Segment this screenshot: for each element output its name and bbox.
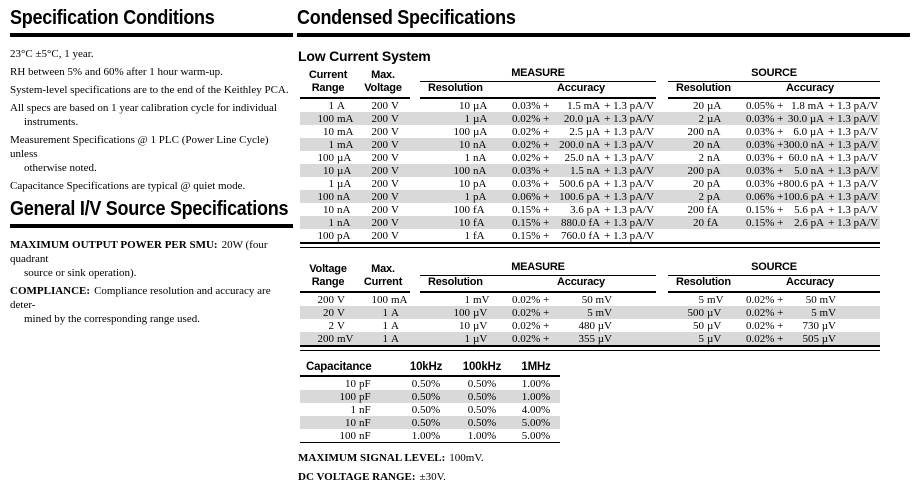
condition-paragraph: System-level specifications are to the end of the Keithley PCA. xyxy=(10,84,289,96)
max-voltage-cell: 200 V xyxy=(356,216,410,229)
col-header-accuracy: Accuracy xyxy=(740,82,880,99)
col-header-voltage: Voltage xyxy=(356,82,410,99)
left-column xyxy=(10,6,293,330)
max-voltage-cell: 200 V xyxy=(356,164,410,177)
source-resolution-cell: 200 pA xyxy=(668,164,740,177)
measure-resolution-cell: 10 µA xyxy=(459,99,488,112)
source-resolution-cell: 5 µV xyxy=(668,332,740,345)
gap-cell xyxy=(656,177,668,190)
gap-cell xyxy=(410,332,420,345)
table-row xyxy=(300,229,880,242)
source-accuracy-cell xyxy=(740,229,880,242)
source-resolution-cell xyxy=(668,229,740,242)
condition-paragraph xyxy=(10,133,293,175)
measure-resolution-cell: 1 mV xyxy=(464,293,490,306)
max-current-cell: 1 A xyxy=(382,319,399,332)
measure-resolution-cell: 1 nA xyxy=(464,151,487,164)
source-resolution-cell: 200 nA xyxy=(687,125,721,138)
accuracy-100khz-cell: 1.00% xyxy=(467,429,497,442)
accuracy-100khz-cell: 0.50% xyxy=(452,390,512,403)
note-text: 100mV. xyxy=(449,452,484,464)
condition-paragraph xyxy=(10,101,293,129)
measure-accuracy-cell: 0.03% + 1.5 mA + 1.3 pA/V xyxy=(512,99,655,112)
capacitance-table-header xyxy=(300,361,560,376)
measure-resolution-cell: 1 µV xyxy=(420,332,506,345)
table-row xyxy=(300,164,880,177)
gap-cell xyxy=(656,98,668,112)
table-row xyxy=(300,376,560,390)
current-range-cell: 10 nA xyxy=(323,203,351,216)
max-current-cell: 1 A xyxy=(356,332,410,345)
source-accuracy-cell: 0.02% + 505 µV xyxy=(740,332,880,345)
voltage-range-cell: 200 V xyxy=(317,293,345,306)
right-column xyxy=(297,6,910,484)
current-range-cell: 1 mA xyxy=(300,138,356,151)
gap-cell xyxy=(410,138,420,151)
current-range-cell: 1 µA xyxy=(328,177,352,190)
accuracy-1mhz-cell: 1.00% xyxy=(512,390,560,403)
gap-cell xyxy=(410,292,420,306)
col-header-accuracy: Accuracy xyxy=(506,276,656,293)
source-resolution-cell: 20 pA xyxy=(693,177,721,190)
measure-accuracy-cell: 0.15% + 760.0 fA + 1.3 pA/V xyxy=(512,229,655,242)
col-header-resolution: Resolution xyxy=(668,276,740,293)
accuracy-1mhz-cell: 5.00% xyxy=(521,429,551,442)
gap-cell xyxy=(410,98,420,112)
source-accuracy-cell: 0.03% + 300.0 nA + 1.3 pA/V xyxy=(740,138,880,151)
measure-resolution-cell: 10 pA xyxy=(459,177,487,190)
source-accuracy-cell: 0.03% + 6.0 µA + 1.3 pA/V xyxy=(746,125,879,138)
measure-resolution-cell: 1 pA xyxy=(420,190,506,203)
source-accuracy-cell: 0.05% + 1.8 mA + 1.3 pA/V xyxy=(746,99,879,112)
source-accuracy-cell: 0.06% + 100.6 pA + 1.3 pA/V xyxy=(740,190,880,203)
paragraph-line: source or sink operation). xyxy=(24,267,137,279)
gap-cell xyxy=(410,112,420,125)
table-row xyxy=(300,390,560,403)
max-voltage-cell: 200 V xyxy=(356,138,410,151)
table-row xyxy=(300,203,880,216)
spec-conditions-title xyxy=(10,6,293,37)
capacitance-cell: 10 pF xyxy=(345,377,371,390)
capacitance-spec-table xyxy=(300,361,560,442)
gap-cell xyxy=(656,112,668,125)
col-header-current: Current xyxy=(356,276,410,293)
paragraph-line: otherwise noted. xyxy=(24,162,97,174)
source-accuracy-cell: 0.15% + 5.6 pA + 1.3 pA/V xyxy=(746,203,879,216)
col-header-current: Current xyxy=(308,68,348,81)
gap-cell xyxy=(410,67,420,82)
general-spec-paragraph xyxy=(10,238,293,280)
current-range-cell: 10 µA xyxy=(300,164,356,177)
accuracy-10khz-cell: 0.50% xyxy=(411,377,441,390)
measure-accuracy-cell: 0.15% + 880.0 fA + 1.3 pA/V xyxy=(506,216,656,229)
gap-cell xyxy=(410,190,420,203)
note-lead: DC VOLTAGE RANGE: xyxy=(298,471,416,483)
max-voltage-cell: 200 V xyxy=(356,190,410,203)
general-iv-title xyxy=(10,197,293,228)
gap-cell xyxy=(410,164,420,177)
measure-resolution-cell: 100 µV xyxy=(420,306,506,319)
source-resolution-cell: 500 µV xyxy=(668,306,740,319)
current-spec-table xyxy=(300,67,880,242)
capacitance-cell: 100 nF xyxy=(339,429,371,442)
source-accuracy-cell: 0.02% + 730 µV xyxy=(746,319,837,332)
source-accuracy-cell: 0.02% + 5 mV xyxy=(740,306,880,319)
measure-accuracy-cell: 0.02% + 50 mV xyxy=(512,293,613,306)
current-range-cell: 100 µA xyxy=(317,151,352,164)
col-header-resolution: Resolution xyxy=(668,82,740,99)
table-row xyxy=(300,332,880,345)
note-text: ±30V. xyxy=(419,471,446,483)
measure-accuracy-cell: 0.02% + 5 mV xyxy=(506,306,656,319)
accuracy-1mhz-cell: 4.00% xyxy=(521,403,551,416)
low-current-table xyxy=(300,67,880,248)
paragraph-line: Compliance resolution and accuracy are deter- xyxy=(10,285,271,311)
measure-accuracy-cell: 0.03% + 500.6 pA + 1.3 pA/V xyxy=(512,177,655,190)
table-row xyxy=(300,306,880,319)
table-row xyxy=(300,403,560,416)
paragraph-line: Measurement Specifications @ 1 PLC (Power Line Cycle) unless xyxy=(10,134,269,160)
table-row xyxy=(300,98,880,112)
col-header-resolution: Resolution xyxy=(420,276,506,293)
low-current-heading: Low Current System xyxy=(298,48,431,64)
gap-cell xyxy=(656,125,668,138)
max-current-cell: 100 mA xyxy=(371,293,408,306)
source-accuracy-cell: 0.03% + 60.0 nA + 1.3 pA/V xyxy=(746,151,879,164)
capacitance-cell: 1 nF xyxy=(350,403,371,416)
max-voltage-cell: 200 V xyxy=(371,229,399,242)
table-row xyxy=(300,429,560,442)
spec-conditions-title-text: Specification Conditions xyxy=(10,7,215,29)
table-row xyxy=(300,190,880,203)
voltage-range-cell: 2 V xyxy=(328,319,345,332)
capacitance-cell: 100 pF xyxy=(300,390,400,403)
gap-cell xyxy=(410,203,420,216)
accuracy-100khz-cell: 0.50% xyxy=(467,403,497,416)
gap-cell xyxy=(656,67,668,82)
capacitance-cell: 10 nF xyxy=(300,416,400,429)
measure-resolution-cell: 10 µV xyxy=(459,319,488,332)
paragraph-lead: COMPLIANCE: xyxy=(10,285,91,297)
group-header-source: SOURCE xyxy=(668,67,880,82)
gap-cell xyxy=(656,292,668,306)
source-resolution-cell: 20 µA xyxy=(693,99,722,112)
capacitance-table xyxy=(300,361,560,443)
col-header-10khz: 10kHz xyxy=(400,361,452,376)
max-voltage-cell: 200 V xyxy=(371,177,399,190)
current-range-cell: 10 mA xyxy=(323,125,354,138)
gap-cell xyxy=(656,306,668,319)
col-header-range: Range xyxy=(300,82,356,99)
current-range-cell: 1 A xyxy=(328,99,345,112)
source-resolution-cell: 5 mV xyxy=(698,293,724,306)
col-header-100khz: 100kHz xyxy=(452,361,512,376)
current-table-header xyxy=(300,67,880,98)
gap-cell xyxy=(410,261,420,276)
note-max-signal xyxy=(298,452,910,465)
max-voltage-cell: 200 V xyxy=(371,151,399,164)
group-header-measure: MEASURE xyxy=(420,261,656,276)
measure-resolution-cell: 100 nA xyxy=(420,164,506,177)
table-row xyxy=(300,216,880,229)
measure-accuracy-cell: 0.15% + 3.6 pA + 1.3 pA/V xyxy=(512,203,655,216)
gap-cell xyxy=(410,319,420,332)
col-header-capacitance: Capacitance xyxy=(300,361,400,376)
measure-accuracy-cell: 0.03% + 1.5 nA + 1.3 pA/V xyxy=(506,164,656,177)
gap-cell xyxy=(656,82,668,99)
table-bottom-rule xyxy=(300,442,560,443)
general-spec-paragraph xyxy=(10,284,293,326)
source-accuracy-cell: 0.02% + 50 mV xyxy=(746,293,837,306)
col-header-accuracy: Accuracy xyxy=(506,82,656,99)
col-header-range: Range xyxy=(300,276,356,293)
paragraph-line: mined by the corresponding range used. xyxy=(24,313,200,325)
source-accuracy-cell: 0.15% + 2.6 pA + 1.3 pA/V xyxy=(740,216,880,229)
max-voltage-cell: 200 V xyxy=(371,99,399,112)
gap-cell xyxy=(656,138,668,151)
measure-accuracy-cell: 0.02% + 25.0 nA + 1.3 pA/V xyxy=(512,151,655,164)
table-row xyxy=(300,125,880,138)
paragraph-line: 20W (four quadrant xyxy=(10,239,268,265)
accuracy-1mhz-cell: 1.00% xyxy=(521,377,551,390)
measure-accuracy-cell: 0.06% + 100.6 pA + 1.3 pA/V xyxy=(506,190,656,203)
col-header-1mhz: 1MHz xyxy=(512,361,560,376)
table-bottom-rule xyxy=(300,242,880,248)
accuracy-1mhz-cell: 5.00% xyxy=(512,416,560,429)
current-range-cell: 100 mA xyxy=(300,112,356,125)
paragraph-line: instruments. xyxy=(24,116,79,128)
source-accuracy-cell: 0.03% + 5.0 nA + 1.3 pA/V xyxy=(740,164,880,177)
general-iv-title-text: General I/V Source Specifications xyxy=(10,198,289,220)
table-row xyxy=(300,292,880,306)
gap-cell xyxy=(656,319,668,332)
measure-resolution-cell: 1 fA xyxy=(464,229,485,242)
measure-accuracy-cell: 0.02% + 480 µV xyxy=(512,319,613,332)
table-row xyxy=(300,151,880,164)
measure-accuracy-cell: 0.02% + 355 µV xyxy=(506,332,656,345)
col-header-max: Max. xyxy=(371,68,395,81)
max-voltage-cell: 200 V xyxy=(371,203,399,216)
measure-resolution-cell: 100 µA xyxy=(453,125,488,138)
gap-cell xyxy=(410,276,420,293)
accuracy-10khz-cell: 0.50% xyxy=(411,403,441,416)
table-row xyxy=(300,319,880,332)
gap-cell xyxy=(410,151,420,164)
gap-cell xyxy=(656,332,668,345)
condition-paragraph: Capacitance Specifications are typical @ quiet mode. xyxy=(10,180,246,192)
source-accuracy-cell: 0.03% + 30.0 µA + 1.3 pA/V xyxy=(740,112,880,125)
measure-resolution-cell: 10 nA xyxy=(420,138,506,151)
col-header-max: Max. xyxy=(371,262,395,275)
note-lead: MAXIMUM SIGNAL LEVEL: xyxy=(298,452,446,464)
condition-paragraph: 23°C ±5°C, 1 year. xyxy=(10,48,94,60)
current-range-cell: 100 pA xyxy=(317,229,351,242)
max-voltage-cell: 200 V xyxy=(371,125,399,138)
gap-cell xyxy=(656,276,668,293)
measure-accuracy-cell: 0.02% + 200.0 nA + 1.3 pA/V xyxy=(506,138,656,151)
gap-cell xyxy=(656,229,668,242)
gap-cell xyxy=(410,229,420,242)
gap-cell xyxy=(410,125,420,138)
voltage-range-cell: 200 mV xyxy=(300,332,356,345)
source-resolution-cell: 200 fA xyxy=(687,203,719,216)
gap-cell xyxy=(410,216,420,229)
gap-cell xyxy=(410,82,420,99)
gap-cell xyxy=(656,203,668,216)
accuracy-100khz-cell: 0.50% xyxy=(452,416,512,429)
gap-cell xyxy=(410,306,420,319)
col-header-voltage: Voltage xyxy=(309,262,347,275)
gap-cell xyxy=(656,261,668,276)
gap-cell xyxy=(656,190,668,203)
col-header-resolution: Resolution xyxy=(420,82,506,99)
condition-paragraph: RH between 5% and 60% after 1 hour warm-up. xyxy=(10,66,223,78)
gap-cell xyxy=(656,151,668,164)
source-resolution-cell: 20 nA xyxy=(668,138,740,151)
source-resolution-cell: 2 nA xyxy=(698,151,721,164)
table-row xyxy=(300,112,880,125)
table-row xyxy=(300,416,560,429)
gap-cell xyxy=(656,164,668,177)
gap-cell xyxy=(656,216,668,229)
current-range-cell: 100 nA xyxy=(300,190,356,203)
source-resolution-cell: 20 fA xyxy=(668,216,740,229)
col-header-accuracy: Accuracy xyxy=(740,276,880,293)
voltage-table-header xyxy=(300,261,880,292)
group-header-measure: MEASURE xyxy=(420,67,656,82)
voltage-table xyxy=(300,261,880,351)
current-range-cell: 1 nA xyxy=(300,216,356,229)
paragraph-line: All specs are based on 1 year calibration cycle for individual xyxy=(10,102,277,114)
note-dc-range xyxy=(298,471,910,484)
accuracy-10khz-cell: 0.50% xyxy=(400,390,452,403)
measure-resolution-cell: 1 µA xyxy=(420,112,506,125)
accuracy-10khz-cell: 1.00% xyxy=(411,429,441,442)
voltage-spec-table xyxy=(300,261,880,345)
condensed-specs-title-text: Condensed Specifications xyxy=(297,7,516,29)
source-accuracy-cell: 0.03% + 800.6 pA + 1.3 pA/V xyxy=(746,177,879,190)
measure-resolution-cell: 10 fA xyxy=(420,216,506,229)
accuracy-10khz-cell: 0.50% xyxy=(400,416,452,429)
source-resolution-cell: 2 µA xyxy=(668,112,740,125)
table-row xyxy=(300,138,880,151)
source-resolution-cell: 50 µV xyxy=(693,319,722,332)
measure-resolution-cell: 100 fA xyxy=(453,203,485,216)
max-voltage-cell: 200 V xyxy=(356,112,410,125)
condensed-specs-title xyxy=(297,6,910,37)
group-header-source: SOURCE xyxy=(668,261,880,276)
voltage-range-cell: 20 V xyxy=(300,306,356,319)
table-row xyxy=(300,177,880,190)
max-current-cell: 1 A xyxy=(356,306,410,319)
measure-accuracy-cell: 0.02% + 20.0 µA + 1.3 pA/V xyxy=(506,112,656,125)
table-bottom-rule xyxy=(300,345,880,351)
gap-cell xyxy=(410,177,420,190)
measure-accuracy-cell: 0.02% + 2.5 µA + 1.3 pA/V xyxy=(512,125,655,138)
accuracy-100khz-cell: 0.50% xyxy=(467,377,497,390)
source-resolution-cell: 2 pA xyxy=(668,190,740,203)
paragraph-lead: MAXIMUM OUTPUT POWER PER SMU: xyxy=(10,239,218,251)
